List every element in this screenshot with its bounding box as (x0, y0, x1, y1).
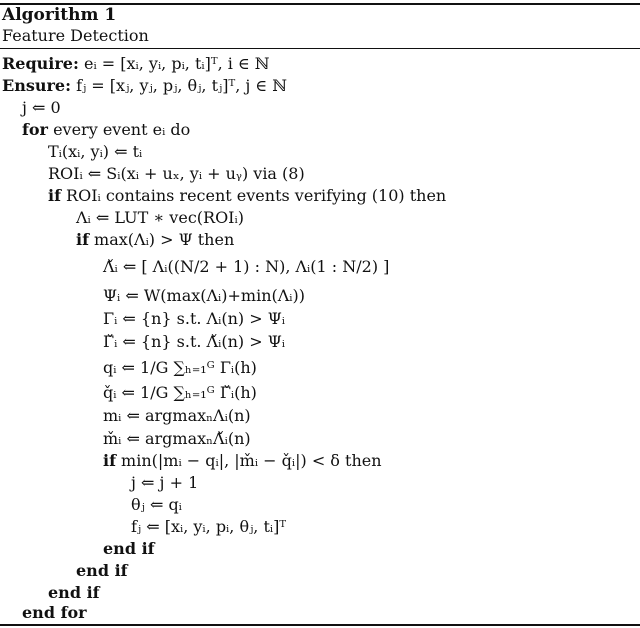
algorithm-line: Γ̌ᵢ ⇐ {n} s.t. Λ̌ᵢ(n) > Ψᵢ (103, 332, 285, 351)
algorithm-subtitle: Feature Detection (2, 26, 149, 45)
algorithm-line: q̌ᵢ ⇐ 1/G ∑ₕ₌₁ᴳ Γ̌ᵢ(h) (103, 383, 257, 402)
algorithm-line: Ensure: fⱼ = [xⱼ, yⱼ, pⱼ, θⱼ, tⱼ]ᵀ, j ∈ ℕ (2, 76, 287, 95)
algorithm-line: Λᵢ ⇐ LUT ∗ vec(ROIᵢ) (76, 208, 244, 227)
algorithm-line: if ROIᵢ contains recent events verifying (10) then (48, 186, 447, 205)
algorithm-line: j ⇐ j + 1 (131, 473, 199, 492)
algorithm-line: for every event eᵢ do (22, 120, 191, 139)
algorithm-line: if min(|mᵢ − qᵢ|, |m̌ᵢ − q̌ᵢ|) < δ then (103, 451, 382, 470)
algorithm-line: m̌ᵢ ⇐ argmaxₙΛ̌ᵢ(n) (103, 429, 251, 448)
algorithm-line: mᵢ ⇐ argmaxₙΛᵢ(n) (103, 406, 251, 425)
algorithm-line: end if (103, 539, 155, 558)
algorithm-title: Algorithm 1 (2, 5, 117, 25)
bottom-rule (0, 624, 640, 626)
algorithm-line: Γᵢ ⇐ {n} s.t. Λᵢ(n) > Ψᵢ (103, 309, 285, 328)
algorithm-line: Ψᵢ ⇐ W(max(Λᵢ)+min(Λᵢ)) (103, 286, 306, 305)
algorithm-line: Require: eᵢ = [xᵢ, yᵢ, pᵢ, tᵢ]ᵀ, i ∈ ℕ (2, 54, 270, 73)
algorithm-line: Λ̌ᵢ ⇐ [ Λᵢ((N/2 + 1) : N), Λᵢ(1 : N/2) ] (103, 257, 390, 276)
algorithm-line: qᵢ ⇐ 1/G ∑ₕ₌₁ᴳ Γᵢ(h) (103, 358, 257, 377)
algorithm-line: fⱼ ⇐ [xᵢ, yᵢ, pᵢ, θⱼ, tᵢ]ᵀ (131, 517, 287, 536)
algorithm-line: ROIᵢ ⇐ Sᵢ(xᵢ + uₓ, yᵢ + uᵧ) via (8) (48, 164, 305, 183)
algorithm-line: end if (76, 561, 128, 580)
header-rule (0, 48, 640, 49)
algorithm-line: end for (22, 603, 87, 622)
algorithm-line: θⱼ ⇐ qᵢ (131, 495, 182, 514)
algorithm-line: if max(Λᵢ) > Ψ then (76, 230, 235, 249)
algorithm-line: end if (48, 583, 100, 602)
algorithm-line: Tᵢ(xᵢ, yᵢ) ⇐ tᵢ (48, 142, 143, 161)
algorithm-line: j ⇐ 0 (22, 98, 61, 117)
